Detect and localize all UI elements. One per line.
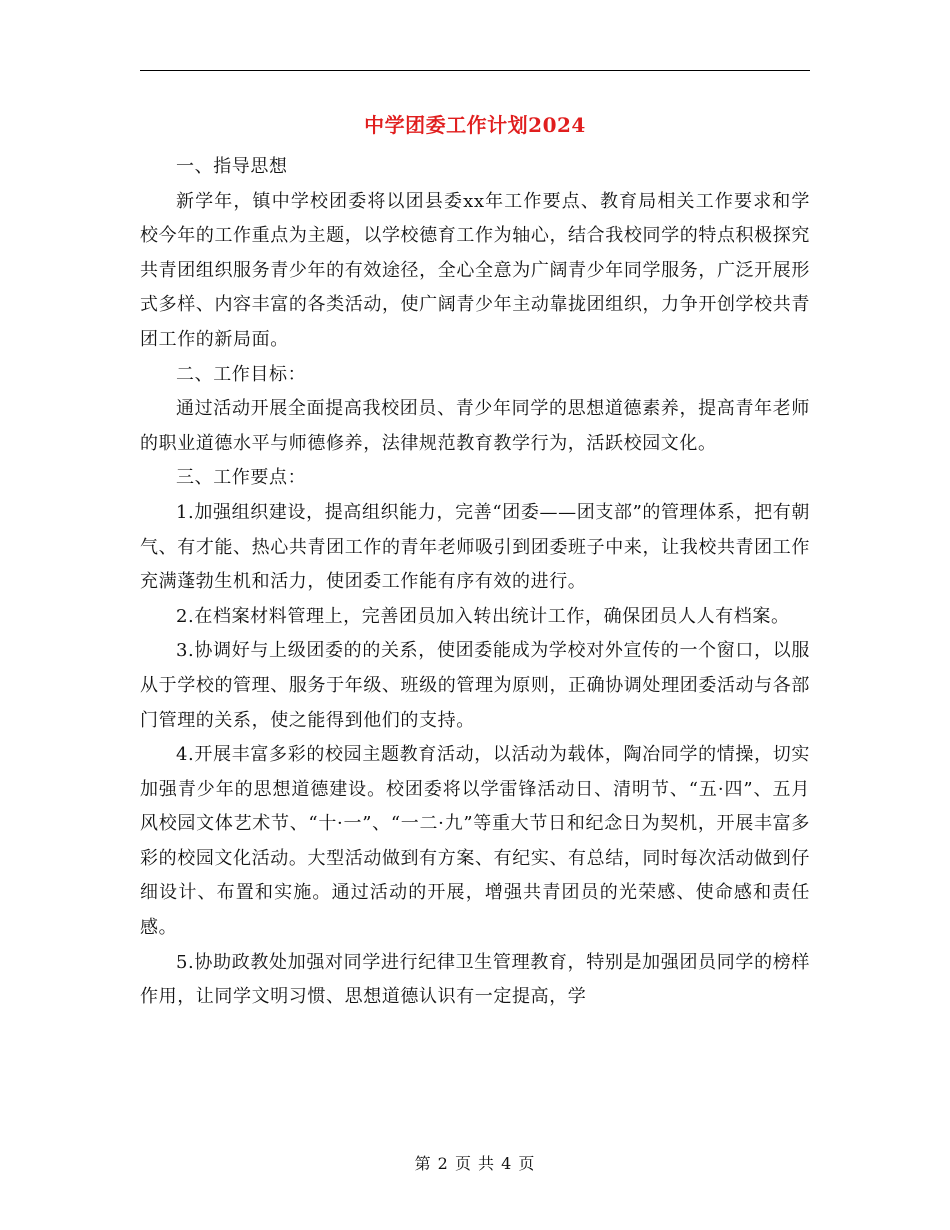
list-item: 4.开展丰富多彩的校园主题教育活动，以活动为载体，陶冶同学的情操，切实加强青少年的思想道德建设。校团委将以学雷锋活动日、清明节、“五·四”、五月风校园文体艺术节、“十·一”、“一二·九”等重大节日和纪念日为契机，开展丰富多彩的校园文化活动。大型活动做到有方案、有纪实、有总结，同时每次活动做到仔细设计、布置和实施。通过活动的开展，增强共青团员的光荣感、使命感和责任感。 [140,744,810,939]
document-title: 中学团委工作计划2024 [364,113,586,137]
section-heading-work-goals: 二、工作目标： [176,363,307,385]
paragraph: 新学年，镇中学校团委将以团县委xx年工作要点、教育局相关工作要求和学校今年的工作重点为主题，以学校德育工作为轴心，结合我校同学的特点积极探究共青团组织服务青少年的有效途径，全心全意为广阔青少年同学服务，广泛开展形式多样、内容丰富的各类活动，使广阔青少年主动靠拢团组织，力争开创学校共青团工作的新局面。 [140,190,810,350]
section-heading-guiding-ideology: 一、指导思想 [176,156,288,177]
list-item: 1.加强组织建设，提高组织能力，完善“团委——团支部”的管理体系，把有朝气、有才能、热心共青团工作的青年老师吸引到团委班子中来，让我校共青团工作充满蓬勃生机和活力，使团委工作能有序有效的进行。 [140,501,810,593]
header-rule [140,70,810,71]
document-body [140,150,810,1015]
list-item: 2.在档案材料管理上，完善团员加入转出统计工作，确保团员人人有档案。 [176,605,790,627]
list-item: 3.协调好与上级团委的的关系，使团委能成为学校对外宣传的一个窗口，以服从于学校的管理、服务于年级、班级的管理为原则，正确协调处理团委活动与各部门管理的关系，使之能得到他们的支持。 [140,640,810,731]
list-item: 5.协助政教处加强对同学进行纪律卫生管理教育，特别是加强团员同学的榜样作用，让同学文明习惯、思想道德认识有一定提高，学 [140,951,810,1008]
paragraph: 通过活动开展全面提高我校团员、青少年同学的思想道德素养，提高青年老师的职业道德水平与师德修养，法律规范教育教学行为，活跃校园文化。 [140,398,810,454]
section-heading-work-points: 三、工作要点： [176,467,307,489]
page-number-footer: 第 2 页 共 4 页 [414,1154,536,1173]
